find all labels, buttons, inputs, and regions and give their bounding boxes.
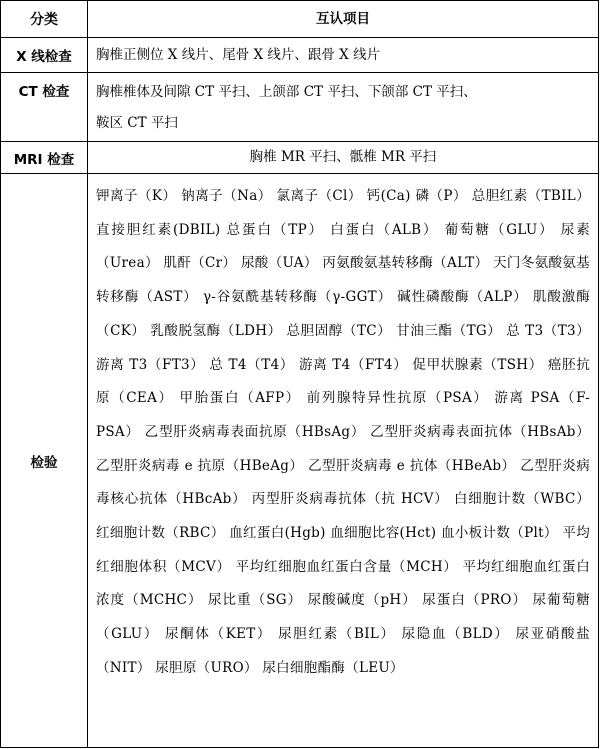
category-xray: X 线检查	[16, 49, 72, 65]
items-xray: 胸椎正侧位 X 线片、尾骨 X 线片、跟骨 X 线片	[96, 46, 381, 63]
items-lab-tests: 钾离子（K） 钠离子（Na） 氯离子（Cl） 钙(Ca) 磷（P） 总胆红素（TBIL） 直接胆红素(DBIL) 总蛋白（TP） 白蛋白（ALB） 葡萄糖（GLU） 尿素（Urea） 肌酐（Cr） 尿酸（UA） 丙氨酸氨基转移酶（ALT） 天门冬氨酸氨基转移酶（AST） γ-谷氨酰基转移酶（γ-GGT） 碱性磷酸酶（ALP） 肌酸激酶（CK） 乳酸脱氢酶（LDH） 总胆固醇（TC） 甘油三酯（TG） 总 T3（T3） 游离 T3（FT3） 总 T4（T4） 游离 T4（FT4） 促甲状腺素（TSH） 癌胚抗原（CEA） 甲胎蛋白（AFP） 前列腺特异性抗原（PSA） 游离 PSA（F-PSA） 乙型肝炎病毒表面抗原（HBsAg） 乙型肝炎病毒表面抗体（HBsAb） 乙型肝炎病毒 e 抗原（HBeAg） 乙型肝炎病毒 e 抗体（HBeAb） 乙型肝炎病毒核心抗体（HBcAb） 丙型肝炎病毒抗体（抗 HCV） 白细胞计数（WBC） 红细胞计数（RBC） 血红蛋白(Hgb) 血细胞比容(Hct) 血小板计数（Plt） 平均红细胞体积（MCV） 平均红细胞血红蛋白含量（MCH） 平均红细胞血红蛋白浓度（MCHC） 尿比重（SG） 尿酸碱度（pH） 尿蛋白（PRO） 尿葡萄糖（GLU） 尿酮体（KET） 尿胆红素（BIL） 尿隐血（BLD） 尿亚硝酸盐（NIT） 尿胆原（URO） 尿白细胞酯酶（LEU）	[96, 188, 590, 676]
category-lab-tests: 检验	[30, 455, 58, 471]
items-ct-line1: 胸椎椎体及间隙 CT 平扫、上颌部 CT 平扫、下颌部 CT 平扫、	[96, 84, 477, 100]
items-ct-line2: 鞍区 CT 平扫	[96, 115, 178, 131]
items-mri: 胸椎 MR 平扫、骶椎 MR 平扫	[249, 149, 437, 165]
header-category: 分类	[30, 12, 58, 28]
header-items: 互认项目	[316, 10, 370, 27]
items-ct	[88, 77, 598, 141]
row-divider	[1, 72, 598, 73]
category-mri: MRI 检查	[13, 151, 75, 168]
category-ct: CT 检查	[18, 84, 70, 100]
